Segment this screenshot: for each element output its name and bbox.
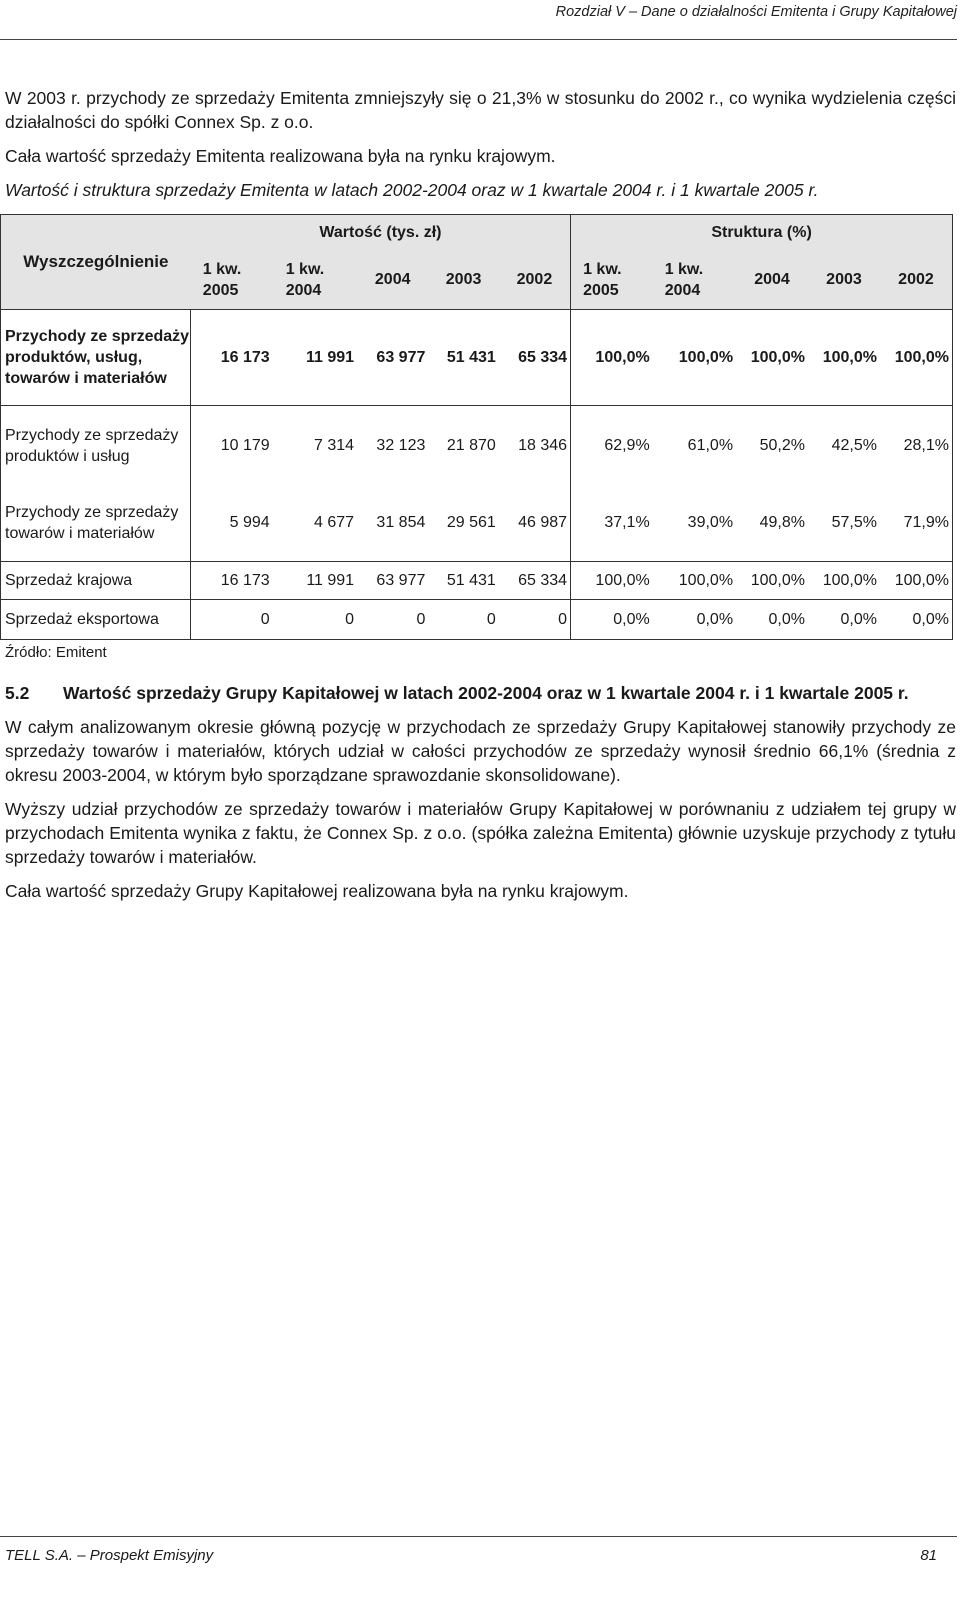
structure-cell: 0,0% bbox=[571, 600, 653, 640]
row-label: Przychody ze sprzedaży produktów, usług, towarów i materiałów bbox=[1, 310, 191, 406]
value-cell: 11 991 bbox=[273, 310, 357, 406]
section-title: Wartość sprzedaży Grupy Kapitałowej w latach 2002-2004 oraz w 1 kwartale 2004 r. i 1 kwartale 2005 r. bbox=[63, 683, 909, 703]
value-cell: 31 854 bbox=[357, 486, 428, 562]
value-cell: 51 431 bbox=[428, 562, 498, 600]
value-cell: 16 173 bbox=[191, 310, 273, 406]
structure-cell: 71,9% bbox=[880, 486, 953, 562]
value-cell: 0 bbox=[191, 600, 273, 640]
structure-cell: 100,0% bbox=[808, 310, 880, 406]
table-row-domestic-sales bbox=[1, 562, 953, 600]
value-cell: 32 123 bbox=[376, 436, 426, 454]
structure-cell: 39,0% bbox=[653, 486, 736, 562]
header-struct-2004: 2004 bbox=[736, 251, 808, 310]
header-2002: 2002 bbox=[499, 251, 571, 310]
value-cell: 65 334 bbox=[499, 310, 571, 406]
structure-cell: 50,2% bbox=[759, 436, 805, 454]
table-row-products-services bbox=[1, 406, 953, 486]
row-label: Sprzedaż krajowa bbox=[1, 562, 191, 600]
value-cell: 0 bbox=[357, 600, 428, 640]
page-number: 81 bbox=[920, 1547, 937, 1564]
row-label: Przychody ze sprzedaży towarów i materiałów bbox=[1, 486, 191, 562]
header-struct-q1-2004: 1 kw. 2004 bbox=[653, 251, 736, 310]
structure-cell: 0,0% bbox=[880, 600, 953, 640]
structure-cell: 42,5% bbox=[831, 436, 877, 454]
structure-cell: 49,8% bbox=[736, 486, 808, 562]
table-header-row-1 bbox=[1, 215, 953, 252]
sales-table bbox=[0, 214, 953, 640]
table-source: Źródło: Emitent bbox=[5, 644, 107, 661]
paragraph-higher-share: Wyższy udział przychodów ze sprzedaży towarów i materiałów Grupy Kapitałowej w porównaniu z udziałem tej grupy w przychodach Emitenta wynika z faktu, że Connex Sp. z o.o. (spółka zależna Emitenta) głównie uzyskuje przychody z tytułu sprzedaży towarów i materiałów. bbox=[5, 799, 956, 867]
value-cell: 4 677 bbox=[273, 486, 357, 562]
table-row-total-revenue bbox=[1, 310, 953, 406]
value-cell: 65 334 bbox=[499, 562, 571, 600]
header-2003: 2003 bbox=[428, 251, 498, 310]
value-cell: 0 bbox=[428, 600, 498, 640]
value-cell: 16 173 bbox=[191, 562, 273, 600]
value-cell: 51 431 bbox=[428, 310, 498, 406]
footer-rule bbox=[0, 1536, 957, 1537]
chapter-title: Rozdział V – Dane o działalności Emitenta i Grupy Kapitałowej bbox=[555, 4, 957, 20]
structure-cell: 100,0% bbox=[880, 562, 953, 600]
header-struct-2003: 2003 bbox=[808, 251, 880, 310]
structure-cell: 100,0% bbox=[736, 310, 808, 406]
structure-cell: 62,9% bbox=[604, 436, 650, 454]
row-label: Sprzedaż eksportowa bbox=[1, 600, 191, 640]
header-structure-group: Struktura (%) bbox=[571, 215, 953, 252]
structure-cell: 0,0% bbox=[736, 600, 808, 640]
sales-table-wrapper bbox=[5, 214, 956, 661]
structure-cell: 28,1% bbox=[880, 406, 953, 486]
header-q1-2004: 1 kw. 2004 bbox=[273, 251, 357, 310]
structure-cell: 100,0% bbox=[653, 310, 736, 406]
section-heading bbox=[5, 681, 956, 705]
structure-cell: 0,0% bbox=[653, 600, 736, 640]
structure-cell: 100,0% bbox=[736, 562, 808, 600]
header-value-group: Wartość (tys. zł) bbox=[191, 215, 571, 252]
value-cell: 63 977 bbox=[357, 562, 428, 600]
header-struct-2002: 2002 bbox=[880, 251, 953, 310]
header-struct-q1-2005: 1 kw. 2005 bbox=[571, 251, 653, 310]
value-cell: 7 314 bbox=[314, 436, 355, 454]
value-cell: 0 bbox=[499, 600, 571, 640]
paragraph-group-domestic: Cała wartość sprzedaży Grupy Kapitałowej realizowana była na rynku krajowym. bbox=[5, 881, 629, 901]
paragraph-domestic-market: Cała wartość sprzedaży Emitenta realizowana była na rynku krajowym. bbox=[5, 146, 556, 166]
value-cell: 5 994 bbox=[191, 486, 273, 562]
structure-cell: 37,1% bbox=[571, 486, 653, 562]
page-header bbox=[0, 0, 957, 40]
structure-cell: 57,5% bbox=[808, 486, 880, 562]
header-2004: 2004 bbox=[357, 251, 428, 310]
header-q1-2005: 1 kw. 2005 bbox=[191, 251, 273, 310]
section-number: 5.2 bbox=[5, 683, 30, 703]
value-cell: 11 991 bbox=[273, 562, 357, 600]
value-cell: 0 bbox=[273, 600, 357, 640]
page-content bbox=[5, 86, 956, 913]
paragraph-main-position: W całym analizowanym okresie główną pozycję w przychodach ze sprzedaży Grupy Kapitałowej stanowiły przychody ze sprzedaży towarów i materiałów, których udział w całości przychodów ze sprzedaży wynosił średnio 66,1% (średnia z okresu 2003-2004, w którym było sporządzane sprawozdanie skonsolidowane). bbox=[5, 717, 956, 785]
table-row-export-sales bbox=[1, 600, 953, 640]
structure-cell: 61,0% bbox=[687, 436, 734, 454]
paragraph-sales-decrease: W 2003 r. przychody ze sprzedaży Emitenta zmniejszyły się o 21,3% w stosunku do 2002 r., co wynika wydzielenia części działalności do spółki Connex Sp. z o.o. bbox=[5, 88, 956, 132]
value-cell: 18 346 bbox=[499, 406, 571, 486]
structure-cell: 100,0% bbox=[571, 562, 653, 600]
table-caption: Wartość i struktura sprzedaży Emitenta w latach 2002-2004 oraz w 1 kwartale 2004 r. i 1 kwartale 2005 r. bbox=[5, 180, 819, 200]
row-label: Przychody ze sprzedaży produktów i usług bbox=[1, 406, 191, 486]
structure-cell: 100,0% bbox=[571, 310, 653, 406]
footer-document-title: TELL S.A. – Prospekt Emisyjny bbox=[5, 1547, 214, 1564]
table-row-goods-materials bbox=[1, 486, 953, 562]
structure-cell: 100,0% bbox=[653, 562, 736, 600]
value-cell: 63 977 bbox=[357, 310, 428, 406]
header-specification: Wyszczególnienie bbox=[1, 215, 191, 310]
structure-cell: 100,0% bbox=[808, 562, 880, 600]
structure-cell: 100,0% bbox=[880, 310, 953, 406]
structure-cell: 0,0% bbox=[808, 600, 880, 640]
value-cell: 46 987 bbox=[499, 486, 571, 562]
value-cell: 29 561 bbox=[428, 486, 498, 562]
value-cell: 10 179 bbox=[220, 436, 270, 454]
value-cell: 21 870 bbox=[446, 436, 496, 454]
